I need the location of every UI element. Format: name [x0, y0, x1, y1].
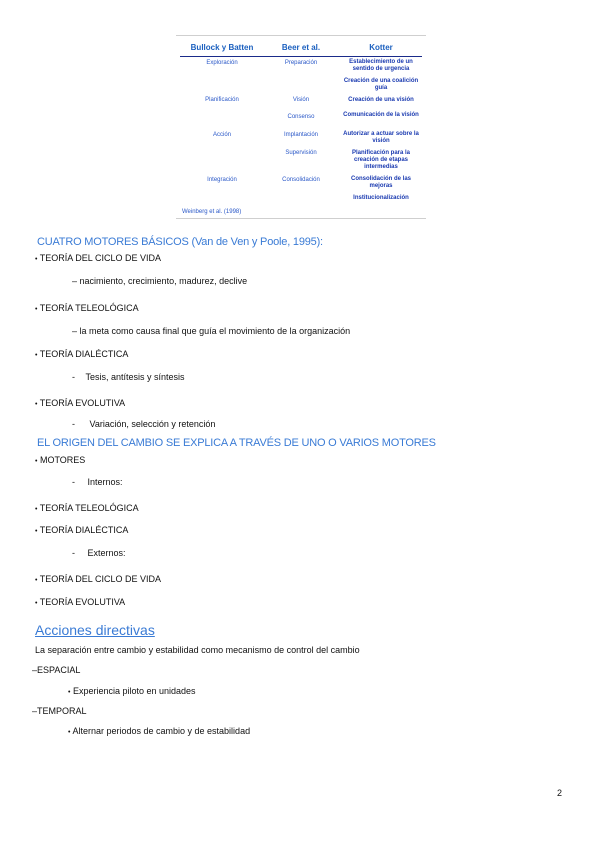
cell-coalicion: Creación de una coalición guía	[343, 78, 419, 91]
list-item-teleologica-2: • TEORÍA TELEOLÓGICA	[35, 503, 139, 513]
list-item-espacial: –ESPACIAL	[32, 665, 81, 675]
cell-comunicacion: Comunicación de la visión	[343, 112, 419, 118]
bullet-icon: •	[35, 352, 38, 359]
list-item-ciclo-vida-2: • TEORÍA DEL CICLO DE VIDA	[35, 574, 161, 584]
cell-exploracion: Exploración	[206, 60, 238, 66]
hyphen-icon: -	[72, 419, 75, 429]
bullet-icon: •	[35, 577, 38, 584]
figure-caption: Weinberg et al. (1998)	[182, 209, 242, 215]
dash-icon: –	[72, 326, 78, 336]
origen-heading: EL ORIGEN DEL CAMBIO SE EXPLICA A TRAVÉS DE UNO O VARIOS MOTORES	[37, 437, 436, 449]
header-beer: Beer et al.	[281, 43, 321, 52]
cell-consolidacion-mejoras: Consolidación de las mejoras	[350, 176, 411, 189]
bullet-icon: •	[35, 256, 38, 263]
cell-accion: Acción	[212, 132, 231, 138]
bullet-icon: •	[35, 306, 38, 313]
list-subitem-ciclo-vida: – nacimiento, crecimiento, madurez, declive	[72, 276, 248, 286]
bullet-icon: •	[35, 528, 38, 535]
bullet-icon: •	[35, 600, 38, 607]
list-item-evolutiva: • TEORÍA EVOLUTIVA	[35, 398, 126, 408]
list-subitem-temporal: • Alternar periodos de cambio y de estabilidad	[68, 726, 251, 736]
bullet-icon: •	[35, 401, 38, 408]
list-item-teleologica: • TEORÍA TELEOLÓGICA	[35, 303, 139, 313]
cell-planificacion-etapas: Planificación para la creación de etapas intermedias	[351, 150, 411, 170]
comparison-table-figure	[176, 35, 426, 219]
cell-consenso: Consenso	[287, 114, 315, 120]
cell-urgencia: Establecimiento de un sentido de urgencia	[349, 59, 413, 72]
bullet-icon: •	[68, 729, 71, 736]
cell-consolidacion: Consolidación	[282, 177, 320, 183]
cell-supervision: Supervisión	[285, 150, 317, 156]
list-item-ciclo-vida: • TEORÍA DEL CICLO DE VIDA	[35, 253, 161, 263]
acciones-text: La separación entre cambio y estabilidad como mecanismo de control del cambio	[35, 645, 360, 655]
dash-icon: –	[72, 276, 78, 286]
list-subitem-externos: - Externos:	[72, 548, 126, 558]
dash-icon: –	[32, 665, 38, 675]
bullet-icon: •	[35, 506, 38, 513]
list-subitem-dialectica: - Tesis, antítesis y síntesis	[72, 372, 185, 382]
list-subitem-teleologica: – la meta como causa final que guía el movimiento de la organización	[72, 326, 351, 336]
dash-icon: –	[32, 706, 38, 716]
hyphen-icon: -	[72, 372, 75, 382]
list-item-evolutiva-2: • TEORÍA EVOLUTIVA	[35, 597, 126, 607]
cell-vision: Visión	[292, 97, 310, 103]
cell-institucionalizacion: Institucionalización	[353, 195, 409, 201]
cell-implantacion: Implantación	[283, 132, 319, 138]
list-subitem-evolutiva: - Variación, selección y retención	[72, 419, 216, 429]
header-kotter: Kotter	[369, 43, 393, 52]
hyphen-icon: -	[72, 548, 75, 558]
cell-planificacion: Planificación	[205, 97, 239, 103]
list-item-temporal: –TEMPORAL	[32, 706, 87, 716]
list-item-dialectica: • TEORÍA DIALÉCTICA	[35, 349, 129, 359]
cell-autorizar: Autorizar a actuar sobre la visión	[343, 131, 419, 144]
header-divider	[180, 56, 422, 57]
header-bullock: Bullock y Batten	[190, 43, 254, 52]
page-number: 2	[557, 788, 563, 798]
hyphen-icon: -	[72, 477, 75, 487]
cell-integracion: Integración	[207, 177, 237, 183]
list-item-motores: • MOTORES	[35, 455, 86, 465]
list-item-dialectica-2: • TEORÍA DIALÉCTICA	[35, 525, 129, 535]
list-subitem-espacial: • Experiencia piloto en unidades	[68, 686, 196, 696]
bullet-icon: •	[68, 689, 71, 696]
acciones-heading: Acciones directivas	[35, 622, 155, 638]
bullet-icon: •	[35, 458, 38, 465]
cell-creacion-vision: Creación de una visión	[348, 97, 414, 103]
motores-heading: CUATRO MOTORES BÁSICOS (Van de Ven y Poole, 1995):	[37, 236, 323, 248]
cell-preparacion: Preparación	[284, 60, 318, 66]
list-subitem-internos: - Internos:	[72, 477, 123, 487]
